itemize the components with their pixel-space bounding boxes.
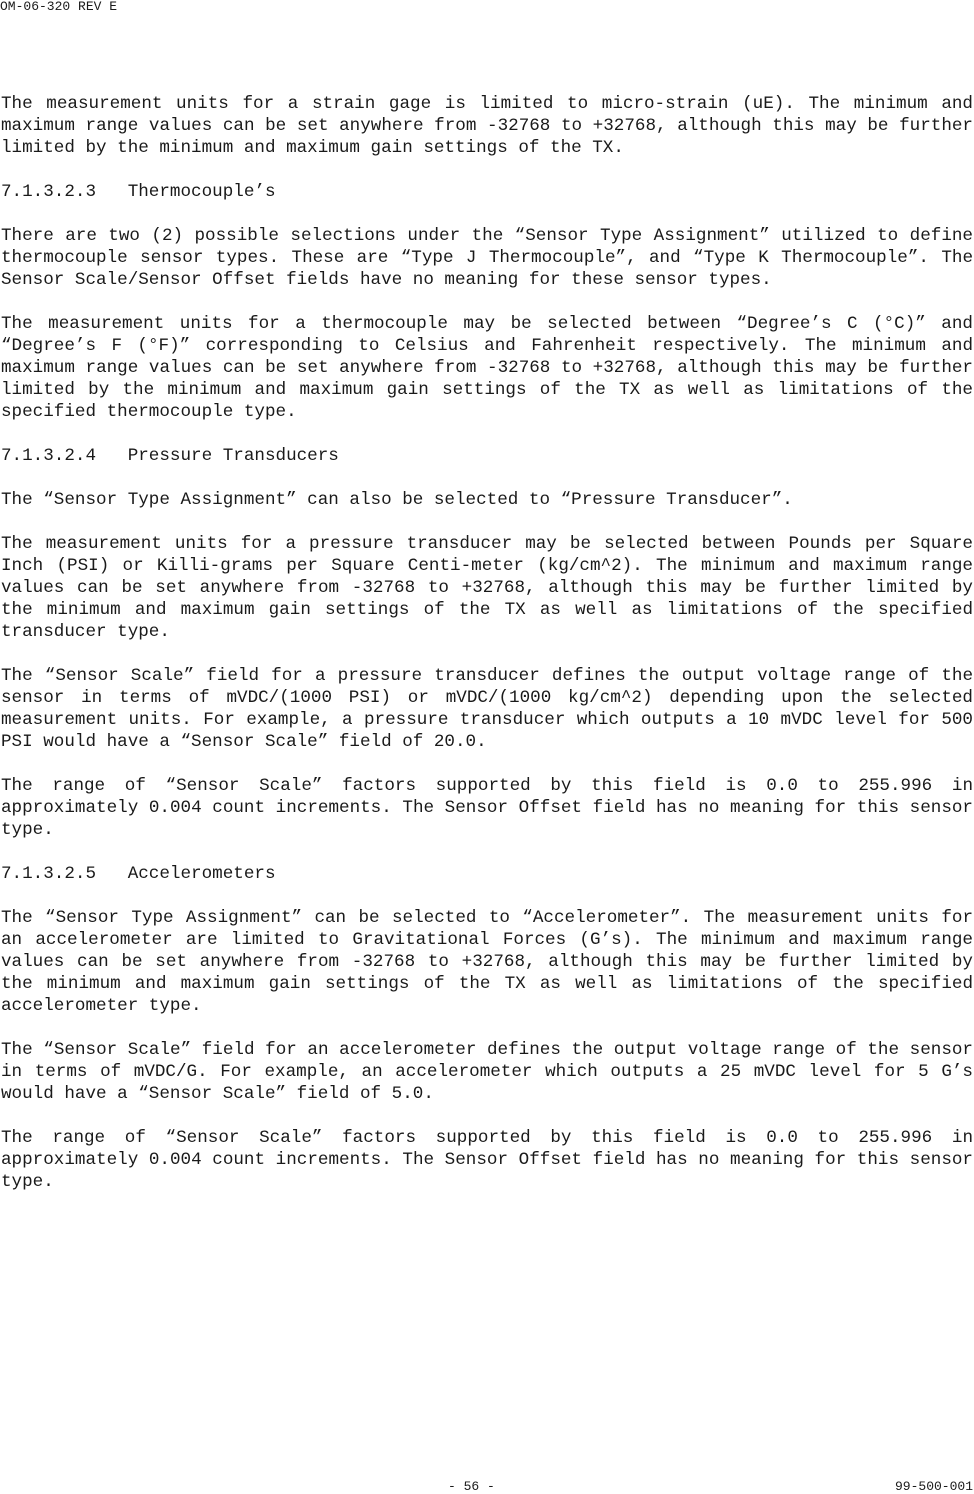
section-heading-pressure-transducers: 7.1.3.2.4 Pressure Transducers <box>1 446 339 466</box>
paragraph-accelerometer-sensor-scale: The “Sensor Scale” field for an accelerometer defines the output voltage range of the sensor in terms of mVDC/G. For example, an accelerometer which outputs a 25 mVDC level for 5 G’s would have a “Sensor Scale” field of 5.0. <box>1 1040 973 1104</box>
document-reference: OM-06-320 REV E <box>0 0 118 14</box>
paragraph-strain-gage-units: The measurement units for a strain gage is limited to micro-strain (uE). The minimum and maximum range values can be set anywhere from -32768 to +32768, although this may be further limited by the minimum and maximum gain settings of the TX. <box>1 94 973 158</box>
paragraph-pressure-sensor-scale: The “Sensor Scale” field for a pressure transducer defines the output voltage range of the sensor in terms of mVDC/(1000 PSI) or mVDC/(1000 kg/cm^2) depending upon the selected measurement units. For example, a pressure transducer which outputs a 10 mVDC level for 500 PSI would have a “Sensor Scale” field of 20.0. <box>1 666 973 752</box>
paragraph-accelerometer-scale-range: The range of “Sensor Scale” factors supported by this field is 0.0 to 255.996 in approximately 0.004 count increments. The Sensor Offset field has no meaning for this sensor type. <box>1 1128 973 1192</box>
paragraph-pressure-type-assignment: The “Sensor Type Assignment” can also be selected to “Pressure Transducer”. <box>1 490 793 510</box>
paragraph-pressure-units: The measurement units for a pressure transducer may be selected between Pounds per Square Inch (PSI) or Killi-grams per Square Centi-meter (kg/cm^2). The minimum and maximum range values can be set anywhere from -32768 to +32768, although this may be further limited by the minimum and maximum gain settings of the TX as well as limitations of the specified transducer type. <box>1 534 973 642</box>
paragraph-thermocouple-types: There are two (2) possible selections under the “Sensor Type Assignment” utilized to define thermocouple sensor types. These are “Type J Thermocouple”, and “Type K Thermocouple”. The Sensor Scale/Sensor Offset fields have no meaning for these sensor types. <box>1 226 973 290</box>
document-number: 99-500-001 <box>894 1479 973 1494</box>
section-heading-accelerometers: 7.1.3.2.5 Accelerometers <box>1 864 276 884</box>
page-number: - 56 - <box>448 1479 495 1494</box>
paragraph-thermocouple-units: The measurement units for a thermocouple may be selected between “Degree’s C (°C)” and “Degree’s F (°F)” corresponding to Celsius and Fahrenheit respectively. The minimum and maximum range values can be set anywhere from -32768 to +32768, although this may be further limited by the minimum and maximum gain settings of the TX as well as limitations of the specified thermocouple type. <box>1 314 973 422</box>
paragraph-pressure-scale-range: The range of “Sensor Scale” factors supported by this field is 0.0 to 255.996 in approximately 0.004 count increments. The Sensor Offset field has no meaning for this sensor type. <box>1 776 973 840</box>
paragraph-accelerometer-units: The “Sensor Type Assignment” can be selected to “Accelerometer”. The measurement units for an accelerometer are limited to Gravitational Forces (G’s). The minimum and maximum range values can be set anywhere from -32768 to +32768, although this may be further limited by the minimum and maximum gain settings of the TX as well as limitations of the specified accelerometer type. <box>1 908 973 1016</box>
document-body <box>1 93 973 1215</box>
section-heading-thermocouples: 7.1.3.2.3 Thermocouple’s <box>1 182 276 202</box>
